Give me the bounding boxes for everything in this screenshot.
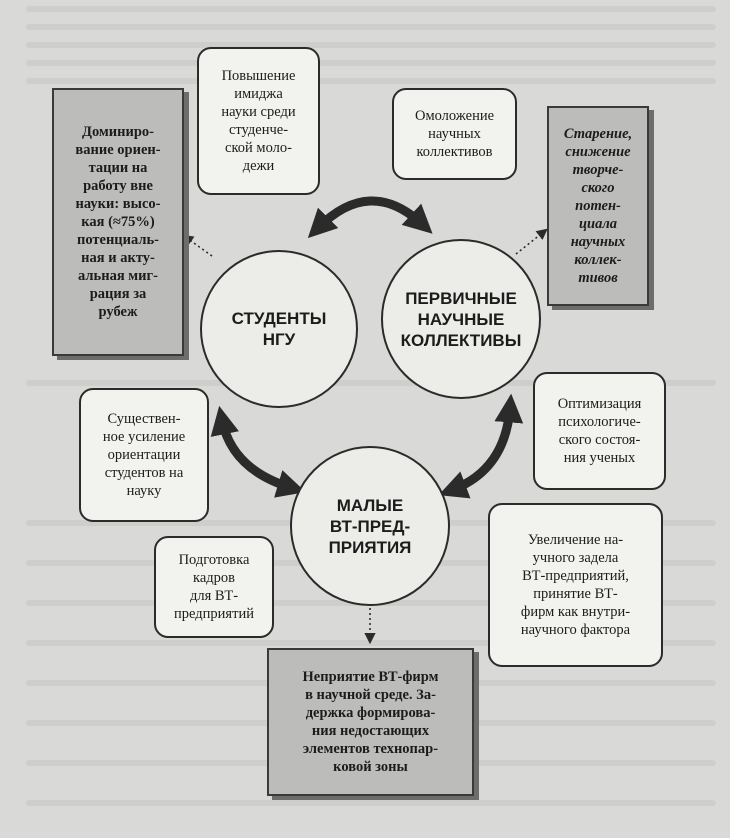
problem-rejection: Неприятие ВТ-фирм в научной среде. За- держка формирова- ния недостающих элементов технопар- ковой зоны [267,648,474,796]
box-student-orientation: Существен- ное усиление ориентации студентов на науку [79,388,209,522]
box-reserve-increase: Увеличение на- учного задела ВТ-предприятий, принятие ВТ- фирм как внутри- научного фактора [488,503,663,667]
arrow-students-enterprises [222,420,292,488]
problem-aging: Старение, снижение творче- ского потен- циала научных коллек- тивов [547,106,649,306]
circle-students: СТУДЕНТЫ НГУ [200,250,358,408]
dotted-arrow-left [184,236,212,256]
box-rejuvenation: Омоложение научных коллективов [392,88,517,180]
arrow-students-collectives [318,201,422,228]
box-staff-training: Подготовка кадров для ВТ- предприятий [154,536,274,638]
box-psych-optimization: Оптимизация психологиче- ского состоя- ния ученых [533,372,666,490]
problem-orientation-outside: Доминиро- вание ориен- тации на работу вне науки: высо- кая (≈75%) потенциаль- ная и акту- альная миг- рация за рубеж [52,88,184,356]
box-image-boost: Повышение имиджа науки среди студенче- ской моло- дежи [197,47,320,195]
arrow-collectives-enterprises [452,408,510,490]
circle-enterprises: МАЛЫЕ ВТ-ПРЕД- ПРИЯТИЯ [290,446,450,606]
dotted-arrow-right [516,230,546,254]
circle-collectives: ПЕРВИЧНЫЕ НАУЧНЫЕ КОЛЛЕКТИВЫ [381,239,541,399]
